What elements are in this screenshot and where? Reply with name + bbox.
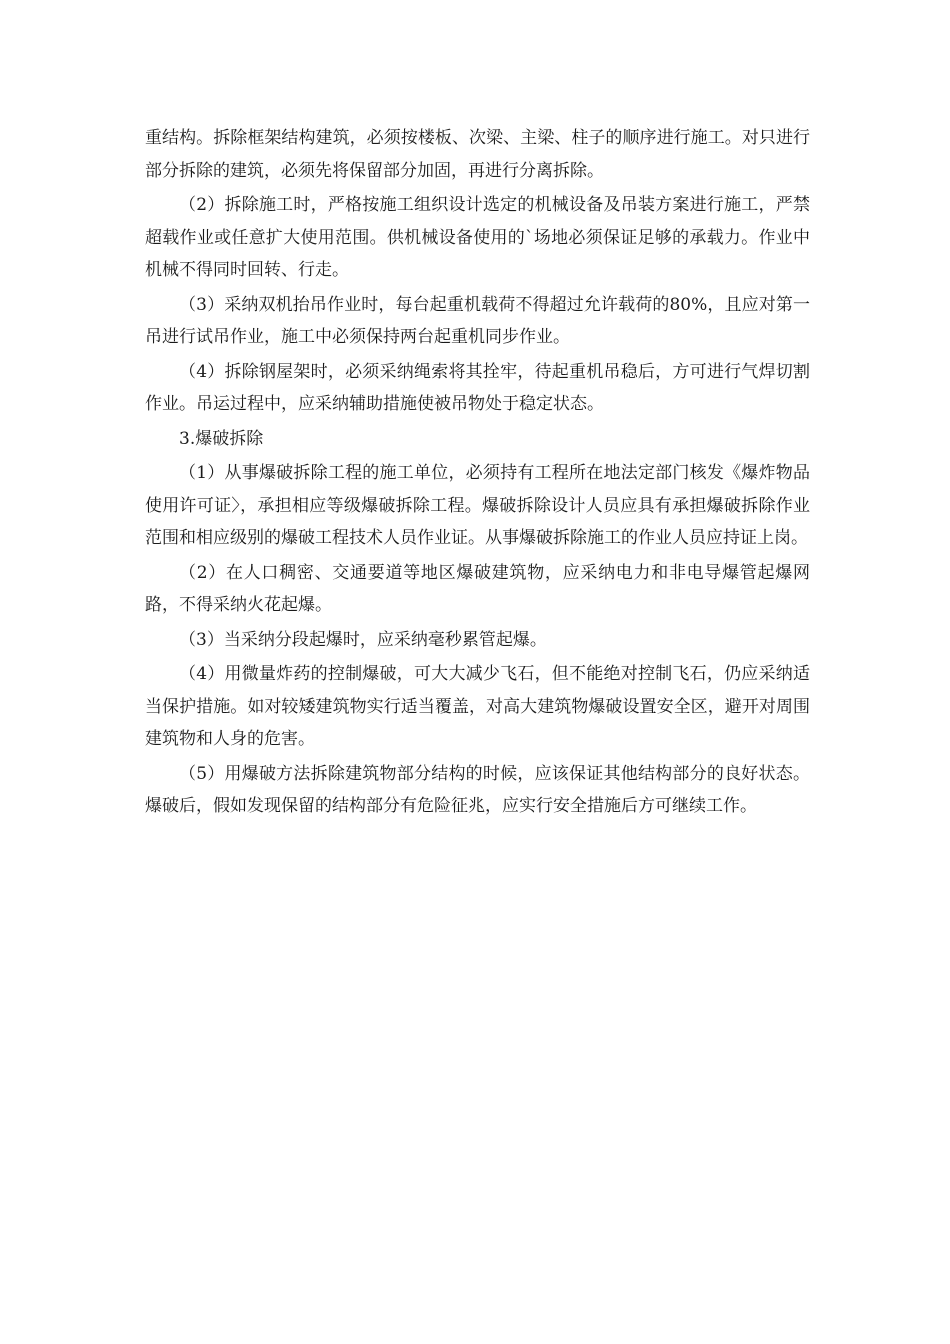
paragraph-blast-item-5: （5）用爆破方法拆除建筑物部分结构的时候，应该保证其他结构部分的良好状态。爆破后，假如发现保留的结构部分有危险征兆，应实行安全措施后方可继续工作。 xyxy=(145,763,810,816)
paragraph-crane-item-4: （4）拆除钢屋架时，必须采纳绳索将其拴牢，待起重机吊稳后，方可进行气焊切割作业。吊运过程中，应采纳辅助措施使被吊物处于稳定状态。 xyxy=(145,361,810,414)
paragraph-blast-item-3: （3）当采纳分段起爆时，应采纳毫秒累管起爆。 xyxy=(179,629,547,650)
paragraph-blast-item-2: （2）在人口稠密、交通要道等地区爆破建筑物，应采纳电力和非电导爆管起爆网路，不得采纳火花起爆。 xyxy=(145,562,810,615)
paragraph-crane-item-2: （2）拆除施工时，严格按施工组织设计选定的机械设备及吊装方案进行施工，严禁超载作业或任意扩大使用范围。供机械设备使用的`场地必须保证足够的承载力。作业中机械不得同时回转、行走。 xyxy=(145,195,810,280)
section-heading-blasting: 3.爆破拆除 xyxy=(179,428,264,449)
paragraph-blast-item-1: （1）从事爆破拆除工程的施工单位，必须持有工程所在地法定部门核发《爆炸物品使用许可证〉，承担相应等级爆破拆除工程。爆破拆除设计人员应具有承担爆破拆除作业范围和相应级别的爆破工程技术人员作业证。从事爆破拆除施工的作业人员应持证上岗。 xyxy=(145,463,810,548)
paragraph-blast-item-4: （4）用微量炸药的控制爆破，可大大减少飞石，但不能绝对控制飞石，仍应采纳适当保护措施。如对较矮建筑物实行适当覆盖，对高大建筑物爆破设置安全区，避开对周围建筑物和人身的危害。 xyxy=(145,664,810,749)
document-body xyxy=(145,122,810,823)
paragraph-continuation: 重结构。拆除框架结构建筑，必须按楼板、次梁、主梁、柱子的顺序进行施工。对只进行部分拆除的建筑，必须先将保留部分加固，再进行分离拆除。 xyxy=(145,128,810,181)
paragraph-crane-item-3: （3）采纳双机抬吊作业时，每台起重机载荷不得超过允许载荷的80%，且应对第一吊进行试吊作业，施工中必须保持两台起重机同步作业。 xyxy=(145,294,810,347)
